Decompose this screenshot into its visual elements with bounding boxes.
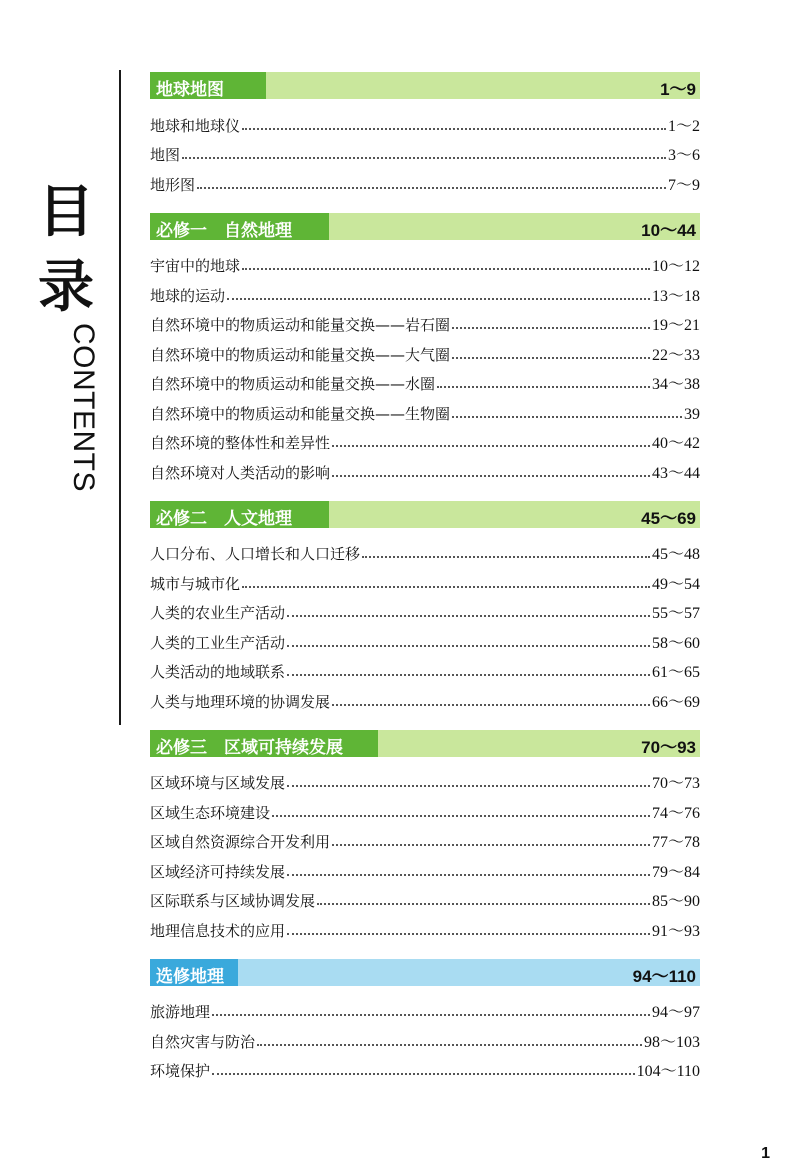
toc-entry-title: 区域经济可持续发展 (150, 862, 286, 881)
toc-entry-title: 地球的运动 (150, 286, 226, 305)
toc-entry-pages: 7～9 (667, 176, 700, 194)
toc-entry-pages: 13～18 (651, 287, 700, 305)
section-title: 选修地理 (156, 966, 224, 987)
dot-leader (197, 186, 666, 189)
toc-entry-title: 宇宙中的地球 (150, 257, 241, 275)
title-english: CONTENTS (67, 323, 100, 492)
page-number: 1 (761, 1145, 770, 1162)
dot-leader (332, 444, 650, 447)
toc-section (150, 730, 700, 941)
toc-entry-pages: 22～33 (651, 346, 700, 364)
toc-entry[interactable] (150, 365, 700, 395)
section-header (150, 501, 700, 528)
toc-entry-pages: 49～54 (651, 575, 700, 593)
section-title: 地球地图 (156, 80, 224, 100)
dot-leader (227, 297, 650, 300)
dot-leader (362, 555, 650, 558)
toc-entry-title: 人类活动的地域联系 (150, 663, 286, 681)
toc-entry[interactable] (150, 306, 700, 336)
dot-leader (257, 1043, 642, 1046)
section-header (150, 730, 700, 757)
toc-entry-pages: 61～65 (651, 664, 700, 681)
toc-entry[interactable] (150, 276, 700, 306)
section-page-range: 45～69 (641, 508, 696, 528)
toc-entry-title: 区域环境与区域发展 (150, 774, 286, 792)
toc-entry[interactable] (150, 823, 700, 853)
dot-leader (287, 873, 650, 876)
toc-entry[interactable] (150, 1022, 700, 1052)
toc-entry[interactable] (150, 594, 700, 624)
dot-leader (437, 385, 650, 388)
toc-entry-title: 地形图 (150, 175, 196, 194)
toc-entry[interactable] (150, 106, 700, 136)
dot-leader (242, 127, 666, 130)
toc-entry-title: 环境保护 (150, 1062, 211, 1080)
section-header (150, 213, 700, 240)
section-title: 必修三 区域可持续发展 (156, 737, 343, 758)
dot-leader (287, 784, 650, 787)
section-page-range: 94～110 (632, 966, 696, 986)
dot-leader (242, 585, 650, 588)
toc-entry-pages: 43～44 (651, 464, 700, 482)
toc-entry[interactable] (150, 882, 700, 912)
section-header (150, 72, 700, 99)
section-title: 必修一 自然地理 (156, 220, 292, 241)
toc-section (150, 72, 700, 195)
toc-entry-pages: 34～38 (651, 376, 700, 393)
dot-leader (317, 902, 650, 905)
toc-entry-title: 自然环境中的物质运动和能量交换——水圈 (150, 375, 436, 393)
dot-leader (182, 156, 666, 159)
toc-entry-pages: 74～76 (651, 804, 700, 822)
dot-leader (272, 814, 650, 817)
toc-entry[interactable] (150, 564, 700, 594)
toc-entry-pages: 1～2 (667, 117, 700, 135)
dot-leader (242, 267, 650, 270)
section-page-range: 1～9 (660, 80, 696, 99)
dot-leader (212, 1072, 635, 1075)
toc-entry-title: 区域自然资源综合开发利用 (150, 833, 331, 851)
dot-leader (287, 644, 650, 647)
toc-entry[interactable] (150, 993, 700, 1023)
toc-entry[interactable] (150, 335, 700, 365)
dot-leader (332, 703, 650, 706)
toc-entry[interactable] (150, 247, 700, 277)
toc-entry-title: 人类的工业生产活动 (150, 633, 286, 652)
toc-entry-pages: 39 (684, 405, 700, 423)
toc-entry[interactable] (150, 1052, 700, 1082)
dot-leader (287, 932, 650, 935)
toc-entry-title: 自然环境中的物质运动和能量交换——岩石圈 (150, 316, 451, 334)
toc-entry-pages: 58～60 (651, 634, 700, 652)
toc-entry-pages: 19～21 (651, 317, 700, 334)
toc-entry-title: 城市与城市化 (150, 574, 241, 593)
toc-entry[interactable] (150, 136, 700, 166)
dot-leader (332, 474, 650, 477)
toc-entry-pages: 40～42 (651, 435, 700, 452)
toc-entry-title: 自然环境的整体性和差异性 (150, 434, 331, 452)
toc-entry-pages: 70～73 (651, 775, 700, 792)
vertical-divider (119, 70, 121, 725)
toc-entry-title: 自然环境中的物质运动和能量交换——生物圈 (150, 404, 451, 423)
dot-leader (452, 415, 682, 418)
title-char-1: 目 (38, 180, 94, 245)
toc-entry-title: 自然灾害与防治 (150, 1032, 256, 1051)
toc-entry-title: 地理信息技术的应用 (150, 921, 286, 940)
toc-entry-title: 自然环境对人类活动的影响 (150, 463, 331, 482)
toc-entry[interactable] (150, 764, 700, 794)
toc-entry-pages: 104～110 (636, 1063, 700, 1080)
toc-entry-title: 人类的农业生产活动 (150, 604, 286, 622)
toc-entry-pages: 85～90 (651, 893, 700, 910)
dot-leader (287, 673, 650, 676)
dot-leader (452, 326, 650, 329)
toc-entry-title: 地图 (150, 146, 181, 164)
dot-leader (452, 356, 650, 359)
section-page-range: 70～93 (641, 737, 696, 757)
toc-entry[interactable] (150, 623, 700, 653)
toc-entry[interactable] (150, 852, 700, 882)
toc-entry-pages: 91～93 (651, 922, 700, 940)
toc-entry[interactable] (150, 424, 700, 454)
toc-entry[interactable] (150, 793, 700, 823)
toc-entry[interactable] (150, 394, 700, 424)
toc-entry[interactable] (150, 165, 700, 195)
dot-leader (332, 843, 650, 846)
table-of-contents (150, 72, 700, 1099)
toc-entry-title: 自然环境中的物质运动和能量交换——大气圈 (150, 345, 451, 364)
dot-leader (287, 614, 650, 617)
toc-entry-title: 区际联系与区域协调发展 (150, 892, 316, 910)
toc-entry[interactable] (150, 682, 700, 712)
toc-entry-title: 旅游地理 (150, 1003, 211, 1021)
toc-entry-pages: 94～97 (651, 1004, 700, 1021)
section-page-range: 10～44 (641, 220, 696, 240)
toc-entry-title: 人口分布、人口增长和人口迁移 (150, 545, 361, 563)
toc-section (150, 959, 700, 1082)
toc-entry-title: 人类与地理环境的协调发展 (150, 692, 331, 711)
toc-entry-pages: 66～69 (651, 693, 700, 711)
toc-entry-pages: 77～78 (651, 834, 700, 851)
toc-section (150, 501, 700, 712)
toc-entry-title: 区域生态环境建设 (150, 803, 271, 822)
toc-entry[interactable] (150, 911, 700, 941)
toc-entry-pages: 98～103 (643, 1033, 700, 1051)
section-title: 必修二 人文地理 (156, 508, 292, 529)
toc-entry-pages: 10～12 (651, 258, 700, 275)
toc-entry[interactable] (150, 653, 700, 683)
toc-entry[interactable] (150, 535, 700, 565)
toc-entry[interactable] (150, 453, 700, 483)
toc-section (150, 213, 700, 483)
toc-entry-pages: 55～57 (651, 605, 700, 622)
toc-entry-pages: 79～84 (651, 863, 700, 881)
title-char-2: 录 (38, 255, 94, 320)
toc-entry-pages: 3～6 (667, 147, 700, 164)
dot-leader (212, 1013, 650, 1016)
section-header (150, 959, 700, 986)
toc-entry-pages: 45～48 (651, 546, 700, 563)
toc-entry-title: 地球和地球仪 (150, 116, 241, 135)
